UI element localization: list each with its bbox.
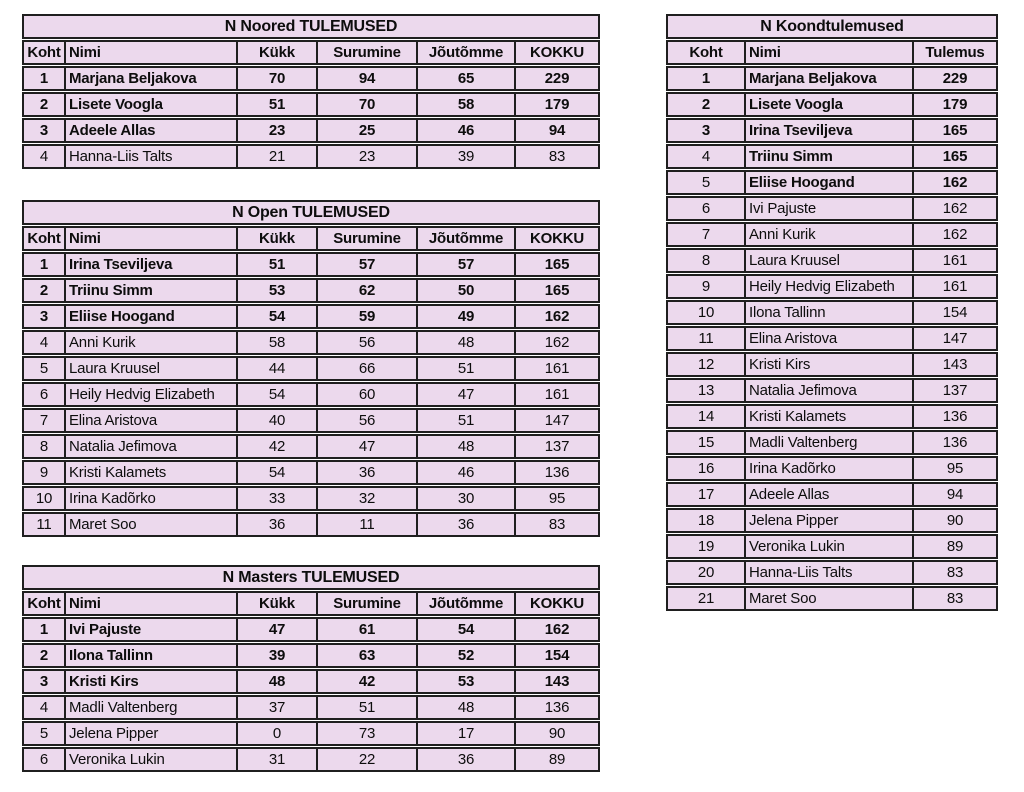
header-bench-cell: Surumine [316, 42, 416, 63]
table-row [666, 534, 998, 559]
name-cell: Ivi Pajuste [744, 198, 912, 219]
deadlift-cell: 48 [416, 436, 514, 457]
result-cell: 161 [912, 276, 996, 297]
result-cell: 179 [912, 94, 996, 115]
bench-cell: 56 [316, 332, 416, 353]
table-row [666, 560, 998, 585]
table-header-row [22, 591, 600, 616]
squat-cell: 36 [236, 514, 316, 535]
table-row [666, 378, 998, 403]
rank-cell: 21 [697, 590, 715, 607]
squat-cell: 51 [236, 94, 316, 115]
squat-cell: 54 [236, 384, 316, 405]
rank-cell: 2 [701, 96, 711, 113]
deadlift-cell: 52 [416, 645, 514, 666]
deadlift-cell: 54 [416, 619, 514, 640]
rank-cell: 18 [697, 512, 715, 529]
result-cell: 137 [912, 380, 996, 401]
table-row [666, 118, 998, 143]
table-row [666, 248, 998, 273]
table-row [22, 304, 600, 329]
squat-cell: 44 [236, 358, 316, 379]
total-cell: 94 [514, 120, 598, 141]
deadlift-cell: 53 [416, 671, 514, 692]
squat-cell: 31 [236, 749, 316, 770]
table-row [666, 430, 998, 455]
name-cell: Ivi Pajuste [64, 619, 236, 640]
table-row [22, 278, 600, 303]
total-cell: 162 [514, 306, 598, 327]
name-cell: Kristi Kirs [744, 354, 912, 375]
header-deadlift-cell: Jõutõmme [416, 593, 514, 614]
table-title: N Koondtulemused [760, 17, 904, 35]
name-cell: Kristi Kirs [64, 671, 236, 692]
result-cell: 95 [912, 458, 996, 479]
table-row [666, 222, 998, 247]
result-cell: 165 [912, 120, 996, 141]
table-row [666, 404, 998, 429]
header-name-cell: Nimi [744, 42, 912, 63]
table-row [666, 586, 998, 611]
squat-cell: 23 [236, 120, 316, 141]
header-deadlift-cell: Jõutõmme [416, 228, 514, 249]
table-row [666, 196, 998, 221]
bench-cell: 63 [316, 645, 416, 666]
header-rank-cell: Koht [27, 230, 61, 247]
table-row [22, 92, 600, 117]
bench-cell: 73 [316, 723, 416, 744]
total-cell: 147 [514, 410, 598, 431]
rank-cell: 8 [701, 252, 711, 269]
name-cell: Heily Hedvig Elizabeth [744, 276, 912, 297]
header-rank-cell: Koht [689, 44, 723, 61]
squat-cell: 51 [236, 254, 316, 275]
bench-cell: 47 [316, 436, 416, 457]
deadlift-cell: 36 [416, 514, 514, 535]
deadlift-cell: 30 [416, 488, 514, 509]
rank-cell: 7 [39, 412, 49, 429]
rank-cell: 1 [39, 621, 49, 638]
name-cell: Eliise Hoogand [64, 306, 236, 327]
table-row [22, 721, 600, 746]
table-row [666, 170, 998, 195]
name-cell: Natalia Jefimova [744, 380, 912, 401]
header-rank-cell: Koht [27, 595, 61, 612]
bench-cell: 60 [316, 384, 416, 405]
table-row [22, 382, 600, 407]
bench-cell: 66 [316, 358, 416, 379]
rank-cell: 6 [39, 386, 49, 403]
bench-cell: 11 [316, 514, 416, 535]
table-row [22, 66, 600, 91]
rank-cell: 2 [39, 96, 49, 113]
name-cell: Irina Tseviljeva [744, 120, 912, 141]
total-cell: 162 [514, 332, 598, 353]
table-row [22, 669, 600, 694]
name-cell: Elina Aristova [744, 328, 912, 349]
deadlift-cell: 17 [416, 723, 514, 744]
name-cell: Natalia Jefimova [64, 436, 236, 457]
rank-cell: 3 [39, 673, 49, 690]
total-cell: 136 [514, 462, 598, 483]
bench-cell: 56 [316, 410, 416, 431]
table-row [666, 300, 998, 325]
name-cell: Lisete Voogla [744, 94, 912, 115]
squat-cell: 54 [236, 462, 316, 483]
rank-cell: 16 [697, 460, 715, 477]
table-masters-tulemused [22, 565, 600, 772]
table-title: N Masters TULEMUSED [222, 568, 400, 586]
squat-cell: 37 [236, 697, 316, 718]
rank-cell: 10 [697, 304, 715, 321]
table-noored-tulemused [22, 14, 600, 169]
table-row [22, 747, 600, 772]
rank-cell: 14 [697, 408, 715, 425]
name-cell: Veronika Lukin [744, 536, 912, 557]
header-name-cell: Nimi [64, 42, 236, 63]
total-cell: 161 [514, 384, 598, 405]
total-cell: 137 [514, 436, 598, 457]
header-name-cell: Nimi [64, 228, 236, 249]
table-row [22, 486, 600, 511]
rank-cell: 3 [701, 122, 711, 139]
rank-cell: 5 [39, 725, 49, 742]
header-total-cell: KOKKU [514, 228, 598, 249]
name-cell: Marjana Beljakova [744, 68, 912, 89]
table-row [666, 482, 998, 507]
header-total-cell: KOKKU [514, 42, 598, 63]
header-squat-cell: Kükk [236, 42, 316, 63]
rank-cell: 1 [39, 70, 49, 87]
result-cell: 154 [912, 302, 996, 323]
table-row [22, 460, 600, 485]
header-bench-cell: Surumine [316, 228, 416, 249]
table-row [22, 617, 600, 642]
table-row [666, 352, 998, 377]
total-cell: 154 [514, 645, 598, 666]
squat-cell: 70 [236, 68, 316, 89]
rank-cell: 4 [701, 148, 711, 165]
table-row [22, 434, 600, 459]
name-cell: Adeele Allas [64, 120, 236, 141]
name-cell: Irina Kadõrko [64, 488, 236, 509]
bench-cell: 36 [316, 462, 416, 483]
squat-cell: 0 [236, 723, 316, 744]
rank-cell: 5 [39, 360, 49, 377]
deadlift-cell: 65 [416, 68, 514, 89]
result-cell: 83 [912, 588, 996, 609]
rank-cell: 6 [39, 751, 49, 768]
header-bench-cell: Surumine [316, 593, 416, 614]
rank-cell: 17 [697, 486, 715, 503]
squat-cell: 58 [236, 332, 316, 353]
squat-cell: 54 [236, 306, 316, 327]
table-row [22, 408, 600, 433]
table-row [22, 512, 600, 537]
bench-cell: 94 [316, 68, 416, 89]
deadlift-cell: 58 [416, 94, 514, 115]
total-cell: 165 [514, 280, 598, 301]
table-row [666, 144, 998, 169]
header-name-cell: Nimi [64, 593, 236, 614]
rank-cell: 2 [39, 282, 49, 299]
table-title-row [22, 565, 600, 590]
deadlift-cell: 39 [416, 146, 514, 167]
squat-cell: 33 [236, 488, 316, 509]
name-cell: Laura Kruusel [64, 358, 236, 379]
deadlift-cell: 51 [416, 358, 514, 379]
table-row [22, 144, 600, 169]
result-cell: 147 [912, 328, 996, 349]
rank-cell: 9 [701, 278, 711, 295]
header-squat-cell: Kükk [236, 593, 316, 614]
name-cell: Jelena Pipper [64, 723, 236, 744]
total-cell: 136 [514, 697, 598, 718]
name-cell: Ilona Tallinn [64, 645, 236, 666]
header-total-cell: KOKKU [514, 593, 598, 614]
rank-cell: 11 [698, 330, 714, 347]
result-cell: 94 [912, 484, 996, 505]
table-koondtulemused [666, 14, 998, 611]
bench-cell: 22 [316, 749, 416, 770]
rank-cell: 19 [697, 538, 715, 555]
name-cell: Maret Soo [744, 588, 912, 609]
rank-cell: 8 [39, 438, 49, 455]
squat-cell: 48 [236, 671, 316, 692]
name-cell: Eliise Hoogand [744, 172, 912, 193]
name-cell: Marjana Beljakova [64, 68, 236, 89]
deadlift-cell: 50 [416, 280, 514, 301]
rank-cell: 11 [36, 516, 52, 533]
total-cell: 89 [514, 749, 598, 770]
name-cell: Veronika Lukin [64, 749, 236, 770]
bench-cell: 25 [316, 120, 416, 141]
squat-cell: 47 [236, 619, 316, 640]
rank-cell: 15 [697, 434, 715, 451]
total-cell: 179 [514, 94, 598, 115]
name-cell: Ilona Tallinn [744, 302, 912, 323]
squat-cell: 39 [236, 645, 316, 666]
rank-cell: 2 [39, 647, 49, 664]
result-cell: 165 [912, 146, 996, 167]
name-cell: Kristi Kalamets [64, 462, 236, 483]
rank-cell: 20 [697, 564, 715, 581]
total-cell: 162 [514, 619, 598, 640]
bench-cell: 61 [316, 619, 416, 640]
rank-cell: 4 [39, 334, 49, 351]
rank-cell: 4 [39, 699, 49, 716]
deadlift-cell: 36 [416, 749, 514, 770]
deadlift-cell: 46 [416, 120, 514, 141]
total-cell: 229 [514, 68, 598, 89]
rank-cell: 7 [701, 226, 711, 243]
total-cell: 83 [514, 514, 598, 535]
squat-cell: 42 [236, 436, 316, 457]
table-row [22, 118, 600, 143]
name-cell: Kristi Kalamets [744, 406, 912, 427]
name-cell: Triinu Simm [744, 146, 912, 167]
result-cell: 136 [912, 406, 996, 427]
result-cell: 89 [912, 536, 996, 557]
deadlift-cell: 49 [416, 306, 514, 327]
rank-cell: 1 [39, 256, 49, 273]
table-title-row [22, 14, 600, 39]
table-header-row [22, 40, 600, 65]
table-title-row [22, 200, 600, 225]
total-cell: 83 [514, 146, 598, 167]
result-cell: 83 [912, 562, 996, 583]
name-cell: Lisete Voogla [64, 94, 236, 115]
bench-cell: 57 [316, 254, 416, 275]
result-cell: 162 [912, 198, 996, 219]
result-cell: 229 [912, 68, 996, 89]
header-deadlift-cell: Jõutõmme [416, 42, 514, 63]
bench-cell: 42 [316, 671, 416, 692]
table-header-row [666, 40, 998, 65]
result-cell: 90 [912, 510, 996, 531]
rank-cell: 6 [701, 200, 711, 217]
name-cell: Triinu Simm [64, 280, 236, 301]
rank-cell: 1 [701, 70, 711, 87]
total-cell: 161 [514, 358, 598, 379]
name-cell: Irina Tseviljeva [64, 254, 236, 275]
name-cell: Madli Valtenberg [744, 432, 912, 453]
name-cell: Anni Kurik [744, 224, 912, 245]
squat-cell: 40 [236, 410, 316, 431]
name-cell: Jelena Pipper [744, 510, 912, 531]
name-cell: Laura Kruusel [744, 250, 912, 271]
deadlift-cell: 48 [416, 697, 514, 718]
squat-cell: 53 [236, 280, 316, 301]
result-cell: 161 [912, 250, 996, 271]
total-cell: 143 [514, 671, 598, 692]
table-row [666, 508, 998, 533]
rank-cell: 3 [39, 308, 49, 325]
total-cell: 95 [514, 488, 598, 509]
name-cell: Anni Kurik [64, 332, 236, 353]
table-row [666, 92, 998, 117]
table-row [22, 330, 600, 355]
name-cell: Irina Kadõrko [744, 458, 912, 479]
rank-cell: 10 [35, 490, 53, 507]
name-cell: Hanna-Liis Talts [64, 146, 236, 167]
table-row [22, 695, 600, 720]
header-result-cell: Tulemus [912, 42, 996, 63]
rank-cell: 5 [701, 174, 711, 191]
deadlift-cell: 48 [416, 332, 514, 353]
bench-cell: 62 [316, 280, 416, 301]
bench-cell: 70 [316, 94, 416, 115]
total-cell: 165 [514, 254, 598, 275]
rank-cell: 4 [39, 148, 49, 165]
header-squat-cell: Kükk [236, 228, 316, 249]
bench-cell: 51 [316, 697, 416, 718]
table-row [22, 356, 600, 381]
result-cell: 162 [912, 172, 996, 193]
table-row [666, 274, 998, 299]
header-rank-cell: Koht [27, 44, 61, 61]
table-title: N Open TULEMUSED [232, 203, 390, 221]
bench-cell: 23 [316, 146, 416, 167]
name-cell: Maret Soo [64, 514, 236, 535]
table-row [22, 643, 600, 668]
table-row [22, 252, 600, 277]
name-cell: Elina Aristova [64, 410, 236, 431]
result-cell: 143 [912, 354, 996, 375]
name-cell: Madli Valtenberg [64, 697, 236, 718]
table-header-row [22, 226, 600, 251]
rank-cell: 3 [39, 122, 49, 139]
table-open-tulemused [22, 200, 600, 537]
bench-cell: 32 [316, 488, 416, 509]
rank-cell: 13 [697, 382, 715, 399]
table-title: N Noored TULEMUSED [224, 17, 398, 35]
deadlift-cell: 51 [416, 410, 514, 431]
deadlift-cell: 47 [416, 384, 514, 405]
result-cell: 136 [912, 432, 996, 453]
total-cell: 90 [514, 723, 598, 744]
table-row [666, 66, 998, 91]
bench-cell: 59 [316, 306, 416, 327]
table-row [666, 326, 998, 351]
name-cell: Hanna-Liis Talts [744, 562, 912, 583]
rank-cell: 12 [697, 356, 715, 373]
rank-cell: 9 [39, 464, 49, 481]
result-cell: 162 [912, 224, 996, 245]
squat-cell: 21 [236, 146, 316, 167]
name-cell: Adeele Allas [744, 484, 912, 505]
deadlift-cell: 57 [416, 254, 514, 275]
table-title-row [666, 14, 998, 39]
deadlift-cell: 46 [416, 462, 514, 483]
table-row [666, 456, 998, 481]
name-cell: Heily Hedvig Elizabeth [64, 384, 236, 405]
